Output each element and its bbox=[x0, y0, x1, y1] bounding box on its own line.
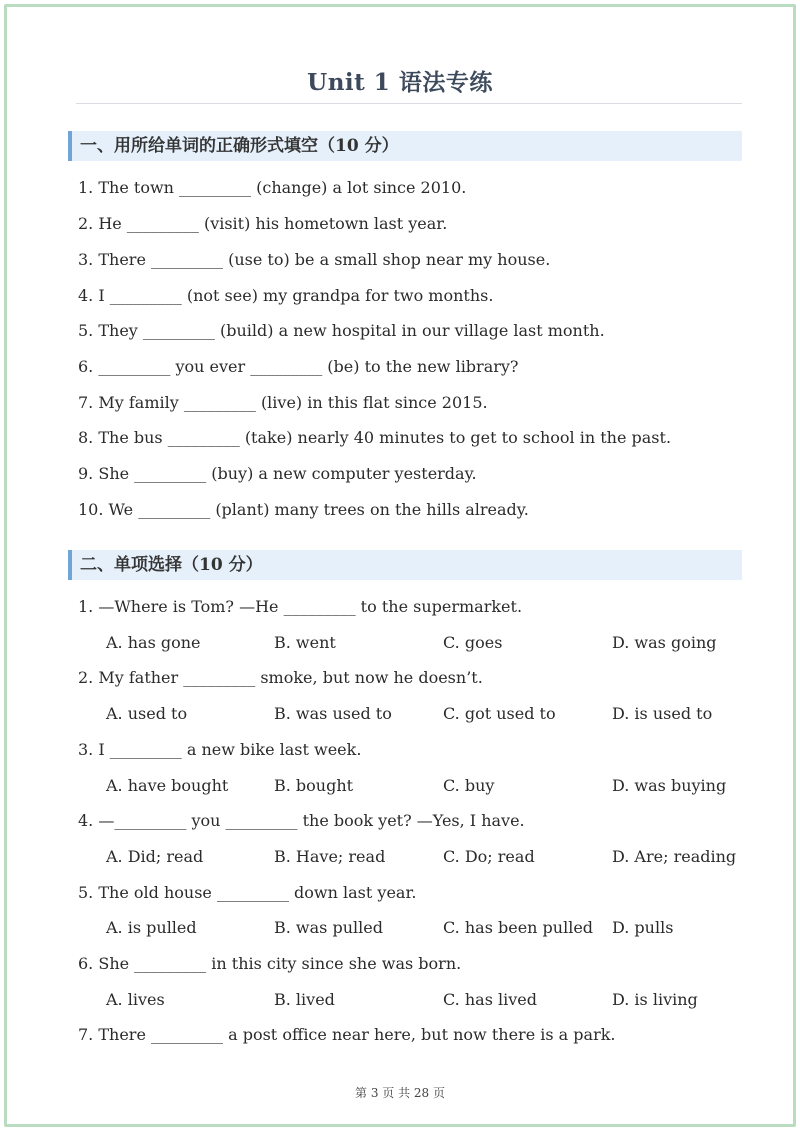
mc-q5-option-b: B. was pulled bbox=[274, 918, 383, 937]
mc-q5-option-d: D. pulls bbox=[612, 918, 674, 937]
fill-item-1: 1. The town _________ (change) a lot since 2010. bbox=[78, 178, 467, 197]
mc-question-3: 3. I _________ a new bike last week. bbox=[78, 740, 362, 759]
fill-item-2: 2. He _________ (visit) his hometown last year. bbox=[78, 214, 448, 233]
mc-q1-option-c: C. goes bbox=[443, 633, 503, 652]
fill-item-4: 4. I _________ (not see) my grandpa for two months. bbox=[78, 286, 494, 305]
fill-item-6: 6. _________ you ever _________ (be) to the new library? bbox=[78, 357, 519, 376]
mc-q1-option-d: D. was going bbox=[612, 633, 717, 652]
mc-q3-option-c: C. buy bbox=[443, 776, 495, 795]
mc-q1-option-a: A. has gone bbox=[106, 633, 201, 652]
mc-question-4: 4. —_________ you _________ the book yet? —Yes, I have. bbox=[78, 811, 525, 830]
mc-q4-option-d: D. Are; reading bbox=[612, 847, 737, 866]
fill-item-10: 10. We _________ (plant) many trees on the hills already. bbox=[78, 500, 529, 519]
mc-q1-option-b: B. went bbox=[274, 633, 336, 652]
mc-question-6: 6. She _________ in this city since she was born. bbox=[78, 954, 462, 973]
section-2-header: 二、单项选择（10 分） bbox=[68, 550, 742, 580]
page-title: Unit 1 语法专练 bbox=[307, 69, 493, 96]
fill-item-9: 9. She _________ (buy) a new computer yesterday. bbox=[78, 464, 477, 483]
mc-q6-option-a: A. lives bbox=[106, 990, 165, 1009]
mc-q4-option-a: A. Did; read bbox=[106, 847, 204, 866]
fill-item-8: 8. The bus _________ (take) nearly 40 minutes to get to school in the past. bbox=[78, 428, 672, 447]
mc-q3-option-a: A. have bought bbox=[106, 776, 229, 795]
mc-q4-option-c: C. Do; read bbox=[443, 847, 535, 866]
mc-q6-option-d: D. is living bbox=[612, 990, 698, 1009]
mc-q5-option-c: C. has been pulled bbox=[443, 918, 594, 937]
mc-q2-option-b: B. was used to bbox=[274, 704, 392, 723]
mc-question-2: 2. My father _________ smoke, but now he doesn’t. bbox=[78, 668, 483, 687]
mc-question-1: 1. —Where is Tom? —He _________ to the supermarket. bbox=[78, 597, 523, 616]
mc-question-7: 7. There _________ a post office near here, but now there is a park. bbox=[78, 1025, 616, 1044]
mc-q3-option-b: B. bought bbox=[274, 776, 354, 795]
fill-item-5: 5. They _________ (build) a new hospital in our village last month. bbox=[78, 321, 605, 340]
mc-q2-option-a: A. used to bbox=[106, 704, 188, 723]
mc-q6-option-c: C. has lived bbox=[443, 990, 537, 1009]
page-number: 第 3 页 共 28 页 bbox=[355, 1086, 445, 1100]
fill-item-7: 7. My family _________ (live) in this flat since 2015. bbox=[78, 393, 488, 412]
mc-question-5: 5. The old house _________ down last year. bbox=[78, 883, 417, 902]
mc-q5-option-a: A. is pulled bbox=[106, 918, 197, 937]
mc-q2-option-c: C. got used to bbox=[443, 704, 556, 723]
mc-q4-option-b: B. Have; read bbox=[274, 847, 386, 866]
title-divider bbox=[76, 103, 742, 104]
mc-q3-option-d: D. was buying bbox=[612, 776, 727, 795]
section-1-header: 一、用所给单词的正确形式填空（10 分） bbox=[68, 131, 742, 161]
mc-q2-option-d: D. is used to bbox=[612, 704, 713, 723]
mc-q6-option-b: B. lived bbox=[274, 990, 335, 1009]
fill-item-3: 3. There _________ (use to) be a small shop near my house. bbox=[78, 250, 551, 269]
